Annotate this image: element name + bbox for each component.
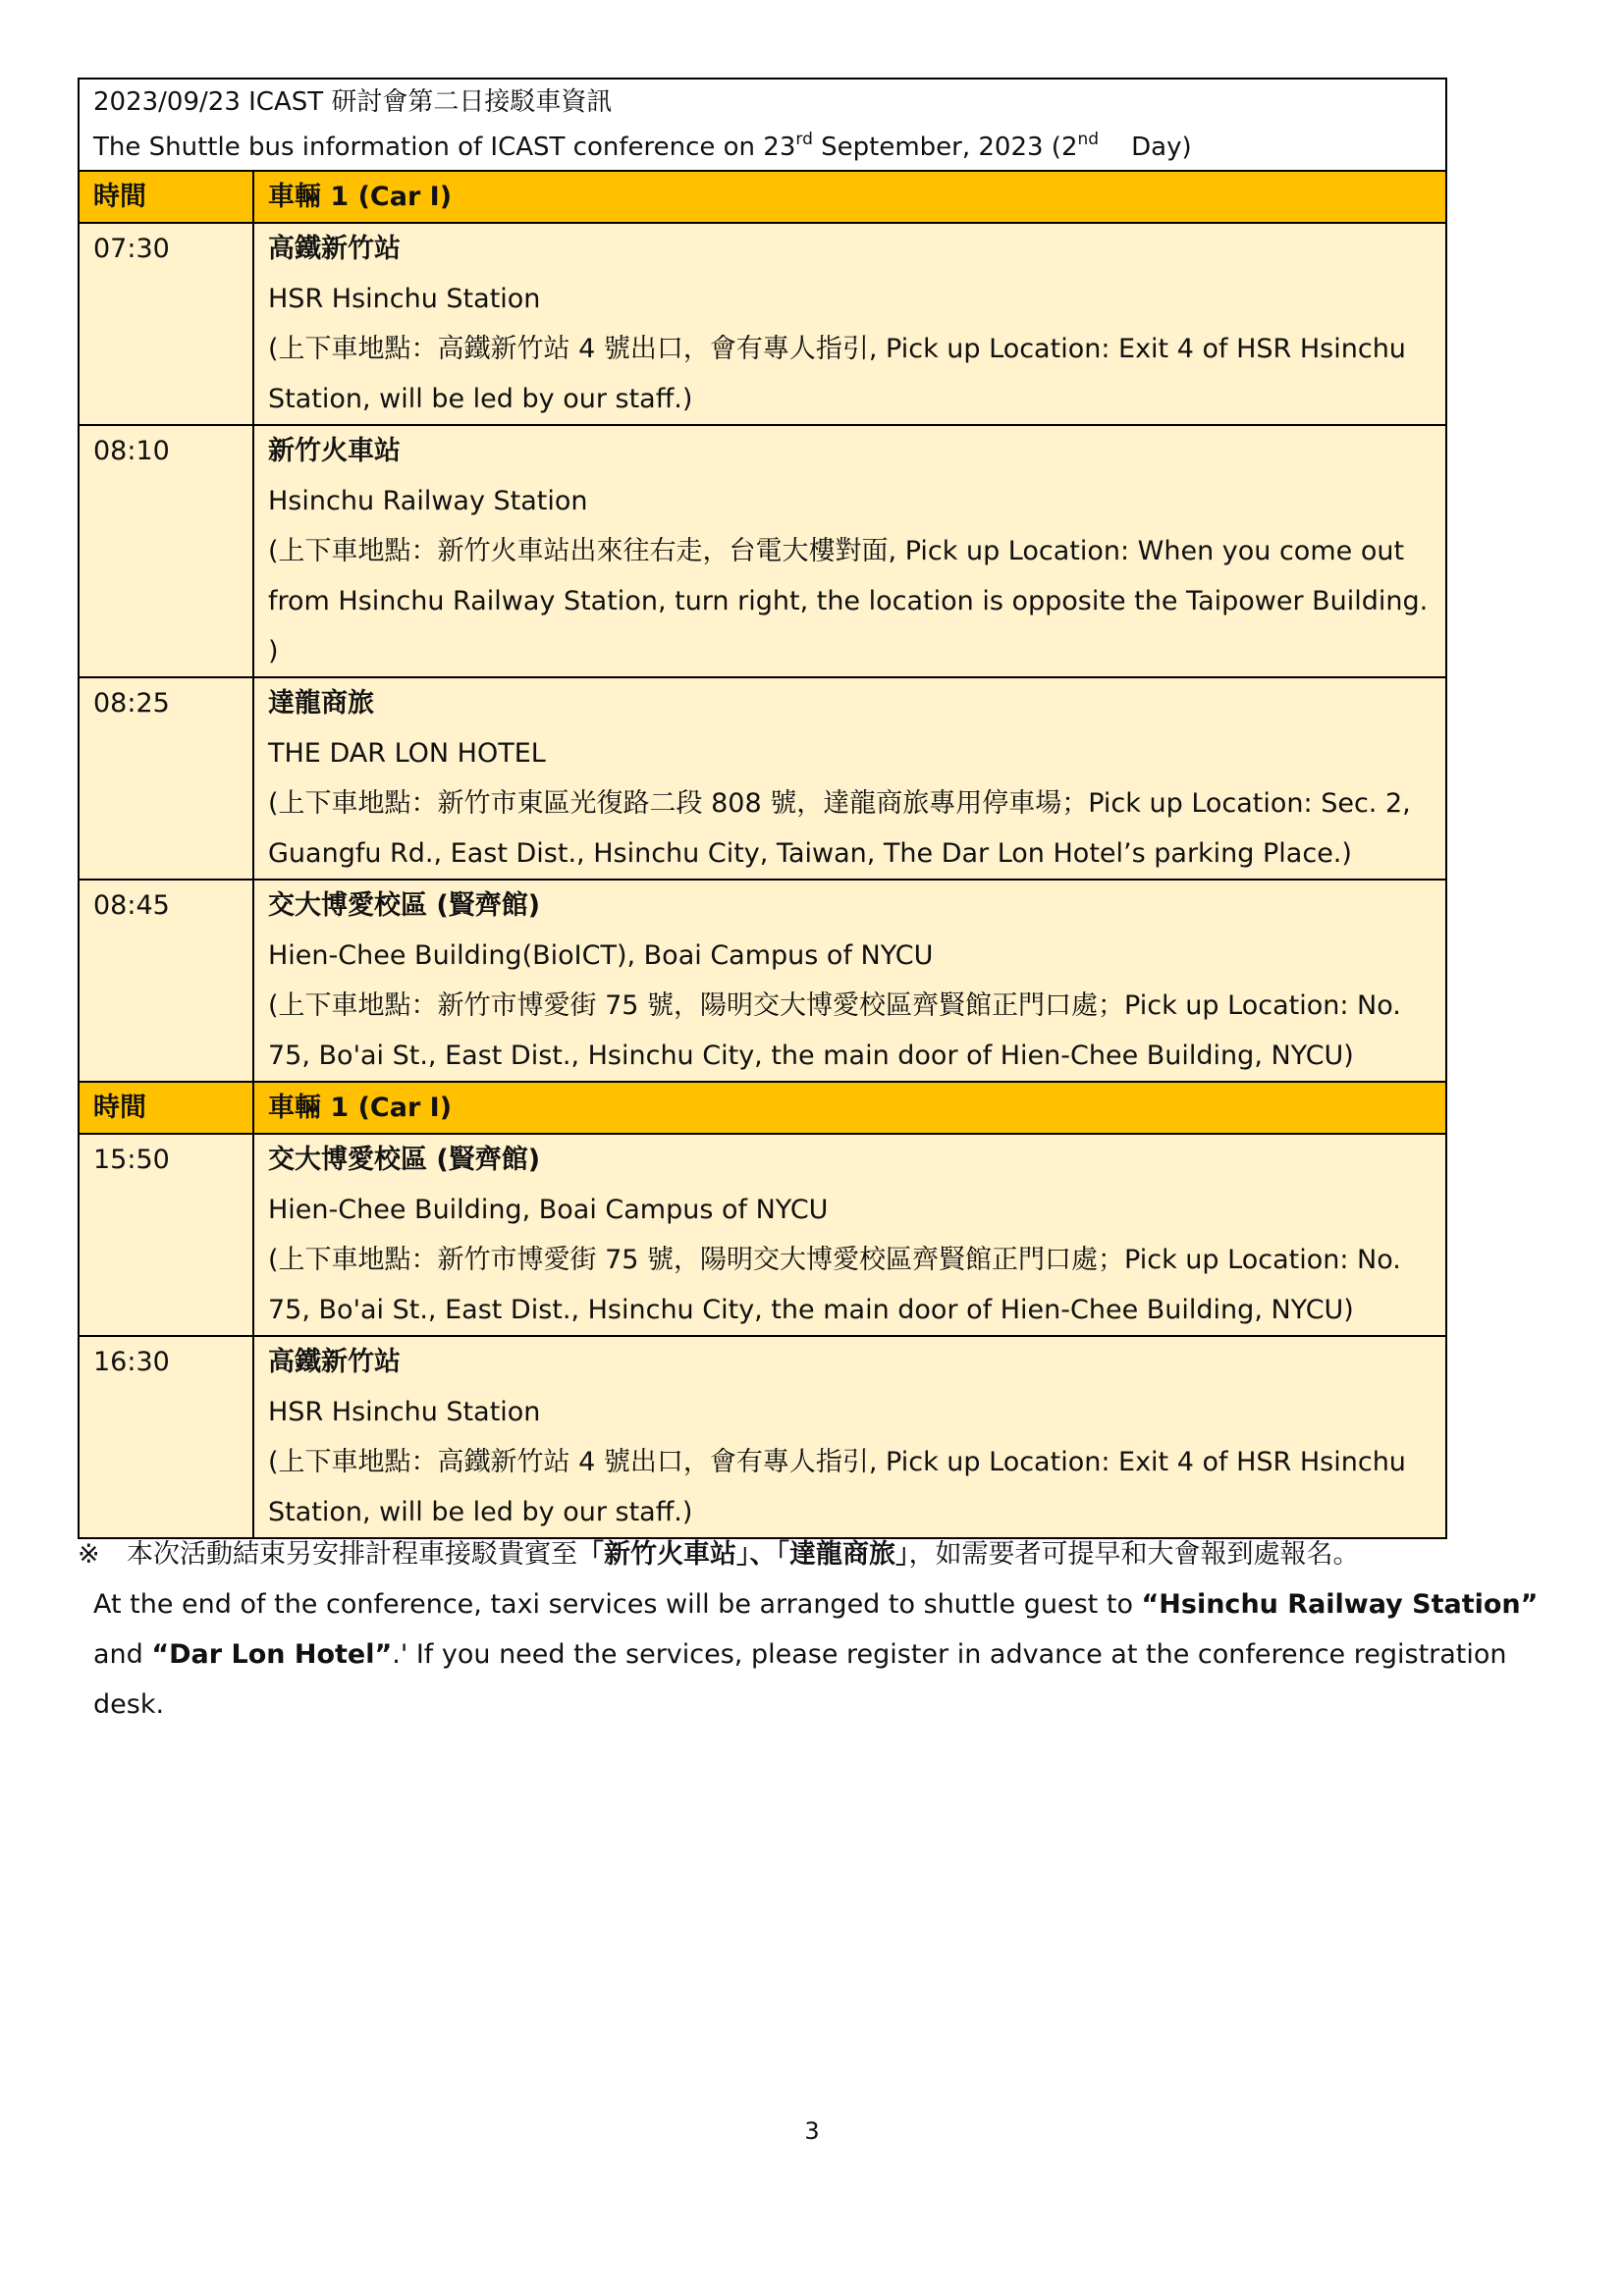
pickup-note: (上下車地點：新竹市東區光復路二段 808 號，達龍商旅專用停車場；Pick up Location: Sec. 2, Guangfu Rd., East Dist., Hsinchu City, Taiwan, The Dar Lon Hotel’s parking Place.) (268, 788, 1411, 869)
section-header-row (79, 171, 1446, 223)
footnote-en (78, 1579, 1550, 1730)
pickup-note: (上下車地點：高鐵新竹站 4 號出口，會有專人指引, Pick up Location: Exit 4 of HSR Hsinchu Station, will be led by our staff.) (268, 334, 1406, 414)
stop-name-en: THE DAR LON HOTEL (268, 738, 546, 769)
table-row (79, 223, 1446, 425)
header-car-label: 車輛 1 (Car Ⅰ) (253, 1082, 1446, 1134)
section-header-row (79, 1082, 1446, 1134)
row-time: 15:50 (79, 1134, 253, 1336)
stop-name-zh: 新竹火車站 (268, 436, 401, 466)
page-number: 3 (804, 2117, 820, 2145)
row-detail (253, 1134, 1446, 1336)
row-time: 08:10 (79, 425, 253, 677)
title-en-part2: September, 2023 (2 (812, 133, 1078, 162)
header-time-label: 時間 (79, 171, 253, 223)
stop-name-zh: 交大博愛校區 (賢齊館) (268, 890, 541, 921)
footnote (78, 1529, 1550, 1730)
footnote-en-bold1: “Hsinchu Railway Station” (1141, 1589, 1539, 1620)
footnote-en-part1: At the end of the conference, taxi services will be arranged to shuttle guest to (93, 1589, 1142, 1620)
reference-mark: ※ (78, 1539, 100, 1570)
table-row (79, 1134, 1446, 1336)
row-detail (253, 677, 1446, 880)
row-time: 08:45 (79, 880, 253, 1082)
table-title-row (79, 79, 1446, 171)
shuttle-schedule-table (78, 78, 1447, 1539)
stop-name-en: Hsinchu Railway Station (268, 486, 588, 516)
row-detail (253, 425, 1446, 677)
row-time: 07:30 (79, 223, 253, 425)
pickup-note: (上下車地點：新竹火車站出來往右走，台電大樓對面, Pick up Location: When you come out from Hsinchu Railway Station, turn right, the location is opposite the Taipower Building. ) (268, 536, 1429, 667)
title-en-sup2: nd (1077, 130, 1100, 150)
stop-name-en: HSR Hsinchu Station (268, 1397, 541, 1427)
stop-name-en: Hien-Chee Building, Boai Campus of NYCU (268, 1195, 829, 1225)
table-row (79, 880, 1446, 1082)
row-detail (253, 223, 1446, 425)
title-en-sup1: rd (795, 130, 813, 150)
row-detail (253, 1336, 1446, 1538)
footnote-en-part2: and (93, 1639, 152, 1670)
row-time: 08:25 (79, 677, 253, 880)
table-row (79, 1336, 1446, 1538)
stop-name-zh: 高鐵新竹站 (268, 1347, 401, 1377)
table-row (79, 677, 1446, 880)
title-en-part3: Day) (1099, 133, 1192, 162)
table-row (79, 425, 1446, 677)
stop-name-en: Hien-Chee Building(BioICT), Boai Campus of NYCU (268, 940, 934, 971)
footnote-en-bold2: “Dar Lon Hotel” (151, 1639, 393, 1670)
stop-name-zh: 高鐵新竹站 (268, 234, 401, 264)
stop-name-en: HSR Hsinchu Station (268, 284, 541, 314)
pickup-note: (上下車地點：新竹市博愛街 75 號，陽明交大博愛校區齊賢館正門口處；Pick up Location: No. 75, Bo'ai St., East Dist., Hsinchu City, the main door of Hien-Chee Building, NYCU) (268, 990, 1401, 1071)
pickup-note: (上下車地點：高鐵新竹站 4 號出口，會有專人指引, Pick up Location: Exit 4 of HSR Hsinchu Station, will be led by our staff.) (268, 1447, 1406, 1527)
title-zh: 2023/09/23 ICAST 研討會第二日接駁車資訊 (93, 87, 613, 117)
table-title-cell (79, 79, 1446, 171)
title-en (93, 125, 1432, 170)
header-car-label: 車輛 1 (Car Ⅰ) (253, 171, 1446, 223)
title-en-part1: The Shuttle bus information of ICAST conference on 23 (93, 133, 796, 162)
footnote-zh-bold: 「新竹火車站」、「達龍商旅」 (577, 1539, 909, 1570)
footnote-en-part3: .' If you need the services, please register in advance at the conference registration desk. (93, 1639, 1507, 1720)
header-time-label: 時間 (79, 1082, 253, 1134)
footnote-zh (78, 1529, 1550, 1579)
row-time: 16:30 (79, 1336, 253, 1538)
footnote-zh-part1: 本次活動結束另安排計程車接駁貴賓至 (127, 1539, 577, 1570)
stop-name-zh: 交大博愛校區 (賢齊館) (268, 1145, 541, 1175)
stop-name-zh: 達龍商旅 (268, 688, 374, 719)
pickup-note: (上下車地點：新竹市博愛街 75 號，陽明交大博愛校區齊賢館正門口處；Pick up Location: No. 75, Bo'ai St., East Dist., Hsinchu City, the main door of Hien-Chee Building, NYCU) (268, 1245, 1401, 1325)
row-detail (253, 880, 1446, 1082)
footnote-zh-part2: ，如需要者可提早和大會報到處報名。 (908, 1539, 1360, 1570)
